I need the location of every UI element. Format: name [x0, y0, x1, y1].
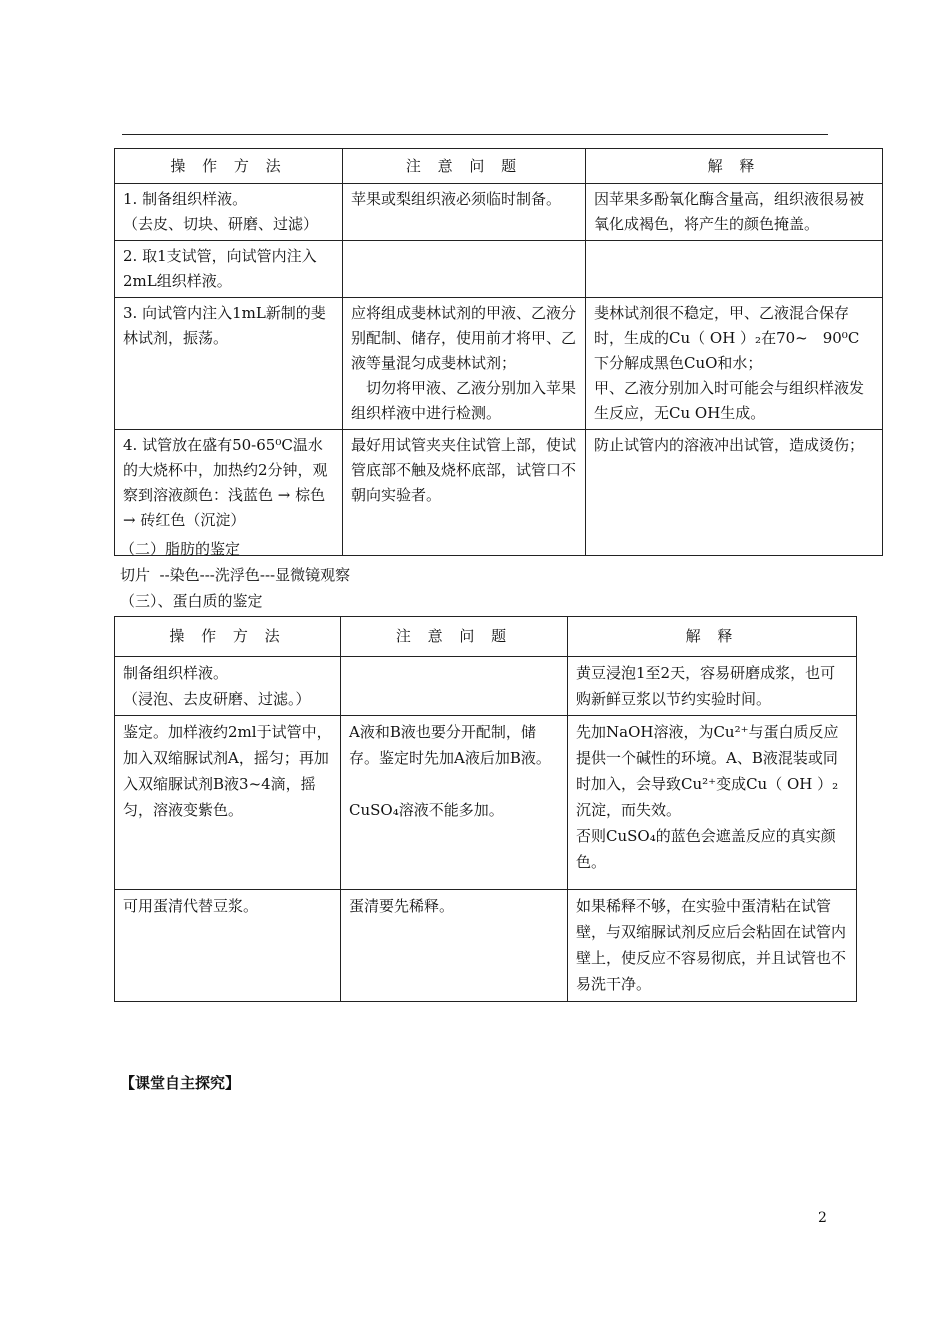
cell-notes: 蛋清要先稀释。 — [341, 890, 568, 1002]
cell-notes: 最好用试管夹夹住试管上部，使试管底部不触及烧杯底部，试管口不朝向实验者。 — [343, 430, 586, 556]
table-row — [115, 241, 883, 298]
header-explanation: 解 释 — [586, 149, 883, 184]
cell-operation: 2. 取1支试管，向试管内注入2mL组织样液。 — [115, 241, 343, 298]
section-fat-heading: （二）脂肪的鉴定 — [120, 540, 241, 558]
header-notes: 注 意 问 题 — [341, 617, 568, 657]
table-row — [115, 430, 883, 556]
table-row — [115, 890, 857, 1002]
header-notes: 注 意 问 题 — [343, 149, 586, 184]
table-row — [115, 716, 857, 890]
fat-steps: 切片 --染色---洗浮色---显微镜观察 — [120, 566, 351, 584]
protein-table — [114, 616, 857, 1002]
cell-operation: 4. 试管放在盛有50-65⁰C温水的大烧杯中，加热约2分钟，观察到溶液颜色：浅蓝色 → 棕色 → 砖红色（沉淀） — [115, 430, 343, 556]
header-rule — [122, 134, 828, 135]
table-header-row — [115, 617, 857, 657]
cell-operation: 制备组织样液。 （浸泡、去皮研磨、过滤。） — [115, 657, 341, 716]
section-explore-heading: 【课堂自主探究】 — [120, 1074, 241, 1092]
table-row — [115, 298, 883, 430]
cell-explanation: 黄豆浸泡1至2天，容易研磨成浆，也可购新鲜豆浆以节约实验时间。 — [568, 657, 857, 716]
cell-explanation: 斐林试剂很不稳定，甲、乙液混合保存时，生成的Cu（ OH ）₂在70~ 90⁰C下分解成黑色CuO和水； 甲、乙液分别加入时可能会与组织样液发生反应，无Cu OH生成。 — [586, 298, 883, 430]
cell-operation: 鉴定。加样液约2ml于试管中，加入双缩脲试剂A，摇匀；再加入双缩脲试剂B液3~4滴，摇匀，溶液变紫色。 — [115, 716, 341, 890]
cell-explanation — [586, 241, 883, 298]
cell-notes: 苹果或梨组织液必须临时制备。 — [343, 184, 586, 241]
cell-explanation: 因苹果多酚氧化酶含量高，组织液很易被氧化成褐色，将产生的颜色掩盖。 — [586, 184, 883, 241]
cell-operation: 1. 制备组织样液。 （去皮、切块、研磨、过滤） — [115, 184, 343, 241]
cell-explanation: 先加NaOH溶液，为Cu²⁺与蛋白质反应提供一个碱性的环境。A、B液混装或同时加入，会导致Cu²⁺变成Cu（ OH ）₂沉淀，而失效。 否则CuSO₄的蓝色会遮盖反应的真实颜色。 — [568, 716, 857, 890]
table-row — [115, 184, 883, 241]
cell-operation: 3. 向试管内注入1mL新制的斐林试剂，振荡。 — [115, 298, 343, 430]
section-protein-heading: （三）、蛋白质的鉴定 — [120, 592, 263, 610]
table-header-row — [115, 149, 883, 184]
cell-notes — [343, 241, 586, 298]
page-number: 2 — [818, 1210, 827, 1226]
cell-explanation: 防止试管内的溶液冲出试管，造成烫伤； — [586, 430, 883, 556]
cell-notes: 应将组成斐林试剂的甲液、乙液分别配制、储存，使用前才将甲、乙液等量混匀成斐林试剂； 切勿将甲液、乙液分别加入苹果组织样液中进行检测。 — [343, 298, 586, 430]
table-row — [115, 657, 857, 716]
reducing-sugar-table — [114, 148, 883, 556]
cell-notes: A液和B液也要分开配制，储存。鉴定时先加A液后加B液。 CuSO₄溶液不能多加。 — [341, 716, 568, 890]
cell-notes — [341, 657, 568, 716]
cell-explanation: 如果稀释不够，在实验中蛋清粘在试管壁，与双缩脲试剂反应后会粘固在试管内壁上，使反应不容易彻底，并且试管也不易洗干净。 — [568, 890, 857, 1002]
header-operation: 操 作 方 法 — [115, 149, 343, 184]
cell-operation: 可用蛋清代替豆浆。 — [115, 890, 341, 1002]
header-explanation: 解 释 — [568, 617, 857, 657]
header-operation: 操 作 方 法 — [115, 617, 341, 657]
